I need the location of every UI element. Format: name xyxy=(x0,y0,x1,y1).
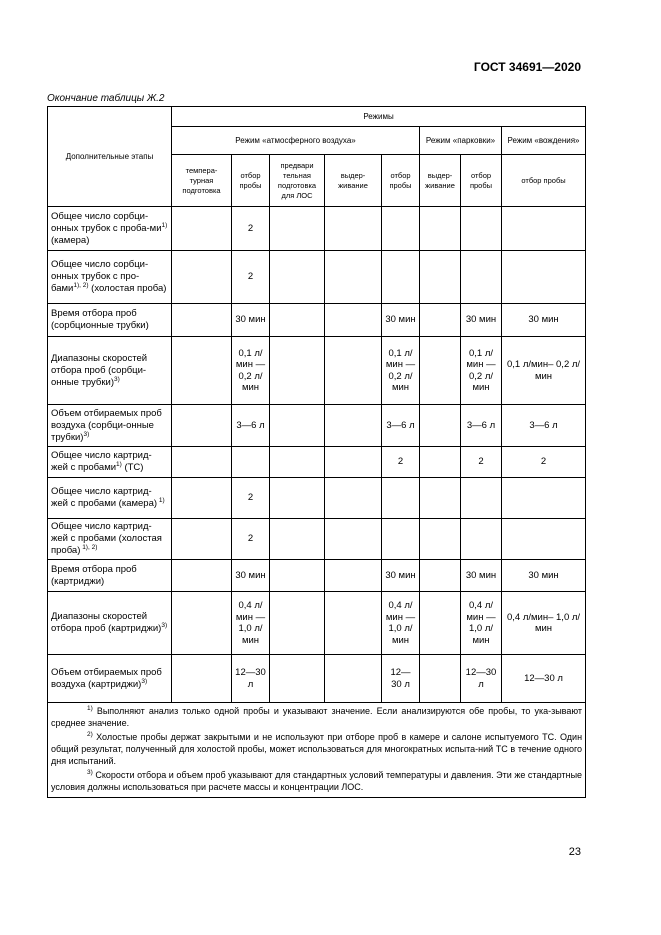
table-cell xyxy=(270,592,325,655)
table-cell xyxy=(461,251,502,304)
table-cell xyxy=(461,207,502,251)
table-cell xyxy=(382,207,420,251)
atmospheric-mode-header: Режим «атмосферного воздуха» xyxy=(172,127,420,155)
row-label: Общее число картрид-жей с пробами (холостая проба) $^{1), 2)}$ xyxy=(48,519,172,560)
subheader: отбор пробы xyxy=(382,155,420,207)
table-cell xyxy=(420,251,461,304)
table-cell: 0,4 л/мин — 1,0 л/мин xyxy=(461,592,502,655)
footnote: $^{2)}$ Холостые пробы держат закрытыми и не используют при отборе проб в камере и салоне испытуемого ТС. Один общий результат, полученный для холостой пробы, может использоваться для многократных испыта-ний ТС в течение одного дня испытаний. xyxy=(51,731,583,766)
table-row xyxy=(48,304,586,337)
table-cell: 2 xyxy=(232,207,270,251)
table-cell xyxy=(420,478,461,519)
table-cell: 3—6 л xyxy=(382,405,420,447)
table-cell: 2 xyxy=(502,447,586,478)
table-cell xyxy=(172,519,232,560)
table-cell: 12—30 л xyxy=(461,655,502,703)
table-cell: 3—6 л xyxy=(502,405,586,447)
table-cell xyxy=(270,560,325,592)
table-cell xyxy=(325,251,382,304)
table-cell xyxy=(420,447,461,478)
table-cell xyxy=(461,519,502,560)
table-cell: 12— 30 л xyxy=(382,655,420,703)
table-cell xyxy=(270,304,325,337)
table-cell xyxy=(325,447,382,478)
table-cell xyxy=(420,519,461,560)
subheader: выдер-живание xyxy=(420,155,461,207)
table-caption: Окончание таблицы Ж.2 xyxy=(47,93,165,104)
subheader: выдер-живание xyxy=(325,155,382,207)
table-cell: 0,1 л/мин — 0,2 л/мин xyxy=(461,337,502,405)
table-cell xyxy=(502,478,586,519)
parking-mode-header: Режим «парковки» xyxy=(420,127,502,155)
table-cell: 30 мин xyxy=(461,560,502,592)
table-cell: 0,1 л/мин — 0,2 л/мин xyxy=(232,337,270,405)
row-label: Диапазоны скоростей отбора проб (сорбци-онные трубки)$^{3)}$ xyxy=(48,337,172,405)
table-cell xyxy=(420,655,461,703)
table-cell xyxy=(325,592,382,655)
row-label: Общее число сорбци-онных трубок с проба-$ми^{1)}$ (камера) xyxy=(48,207,172,251)
table-cell: 3—6 л xyxy=(232,405,270,447)
footnote: $^{3)}$ Скорости отбора и объем проб указывают для стандартных условий температуры и давления. Эти же стандартные условия должны использоваться при расчете массы и концентрации ЛОС. xyxy=(51,769,583,792)
table-cell xyxy=(382,251,420,304)
table-cell xyxy=(172,592,232,655)
row-label: Объем отбираемых проб воздуха (картриджи)$^{3)}$ xyxy=(48,655,172,703)
table-cell xyxy=(270,478,325,519)
table-cell xyxy=(420,304,461,337)
table-cell: 2 xyxy=(232,251,270,304)
table-cell: 12—30 л xyxy=(502,655,586,703)
table-cell xyxy=(420,405,461,447)
row-label: Общее число сорбци-онных трубок с про-бами$^{1), 2)}$ (холостая проба) xyxy=(48,251,172,304)
table-row xyxy=(48,560,586,592)
row-label: Общее число картрид-жей с пробами$^{1)}$ (ТС) xyxy=(48,447,172,478)
table-cell xyxy=(325,655,382,703)
row-label: Общее число картрид-жей с пробами (камера) $^{1)}$ xyxy=(48,478,172,519)
table-cell: 2 xyxy=(232,478,270,519)
standard-number: ГОСТ 34691—2020 xyxy=(473,60,581,74)
table-cell xyxy=(172,207,232,251)
table-cell xyxy=(325,478,382,519)
footnote: $^{1)}$ Выполняют анализ только одной пробы и указывают значение. Если анализируются обе пробы, то ука-зывают среднее значение. xyxy=(51,705,583,728)
table-cell xyxy=(270,655,325,703)
row-label: Время отбора проб (сорбционные трубки) xyxy=(48,304,172,337)
table-cell xyxy=(325,207,382,251)
table-cell: 0,4 л/мин — 1,0 л/мин xyxy=(232,592,270,655)
table-cell xyxy=(325,519,382,560)
table-cell xyxy=(172,447,232,478)
table-cell xyxy=(172,405,232,447)
table-row xyxy=(48,655,586,703)
table-cell: 2 xyxy=(232,519,270,560)
table-cell: 0,1 л/мин– 0,2 л/мин xyxy=(502,337,586,405)
table-cell xyxy=(270,251,325,304)
subheader: темпера-турная подготовка xyxy=(172,155,232,207)
table-cell xyxy=(382,519,420,560)
table-cell: 2 xyxy=(461,447,502,478)
modes-header: Режимы xyxy=(172,107,586,127)
table-cell xyxy=(270,447,325,478)
table-cell xyxy=(172,478,232,519)
table-row xyxy=(48,592,586,655)
table-cell xyxy=(325,337,382,405)
table-cell: 30 мин xyxy=(382,560,420,592)
table-cell xyxy=(270,337,325,405)
table-cell: 30 мин xyxy=(502,560,586,592)
table-cell xyxy=(172,337,232,405)
subheader: отбор пробы xyxy=(461,155,502,207)
table-cell: 30 мин xyxy=(382,304,420,337)
table-cell: 0,1 л/мин — 0,2 л/мин xyxy=(382,337,420,405)
table-cell xyxy=(325,560,382,592)
table-cell: 12—30 л xyxy=(232,655,270,703)
table-cell xyxy=(172,251,232,304)
data-table xyxy=(47,106,586,798)
table-cell: 30 мин xyxy=(461,304,502,337)
table-cell: 30 мин xyxy=(502,304,586,337)
table-cell: 0,4 л/мин– 1,0 л/мин xyxy=(502,592,586,655)
subheader: отбор пробы xyxy=(502,155,586,207)
table-cell xyxy=(270,207,325,251)
table-cell xyxy=(502,519,586,560)
table-cell xyxy=(420,592,461,655)
table-cell xyxy=(382,478,420,519)
table-cell xyxy=(270,405,325,447)
row-label: Время отбора проб (картриджи) xyxy=(48,560,172,592)
table-row xyxy=(48,519,586,560)
table-cell xyxy=(270,519,325,560)
row-label: Объем отбираемых проб воздуха (сорбци-онные трубки)$^{3)}$ xyxy=(48,405,172,447)
subheader: предвари тельная подготовка для ЛОС xyxy=(270,155,325,207)
table-cell: 30 мин xyxy=(232,304,270,337)
table-row xyxy=(48,251,586,304)
table-cell: 30 мин xyxy=(232,560,270,592)
driving-mode-header: Режим «вождения» xyxy=(502,127,586,155)
stages-header: Дополнительные этапы xyxy=(48,107,172,207)
table-cell: 2 xyxy=(382,447,420,478)
table-cell xyxy=(172,655,232,703)
subheader: отбор пробы xyxy=(232,155,270,207)
table-cell xyxy=(420,337,461,405)
table-cell xyxy=(325,304,382,337)
table-cell xyxy=(461,478,502,519)
table-cell xyxy=(502,207,586,251)
table-cell xyxy=(420,560,461,592)
table-cell: 3—6 л xyxy=(461,405,502,447)
row-label: Диапазоны скоростей отбора проб (картриджи)$^{3)}$ xyxy=(48,592,172,655)
page-number: 23 xyxy=(568,846,581,858)
table-cell xyxy=(232,447,270,478)
table-row xyxy=(48,478,586,519)
table-row xyxy=(48,337,586,405)
table-row xyxy=(48,405,586,447)
table-cell xyxy=(420,207,461,251)
table-row xyxy=(48,207,586,251)
table-cell xyxy=(502,251,586,304)
table-cell xyxy=(172,304,232,337)
table-cell xyxy=(172,560,232,592)
table-cell: 0,4 л/мин — 1,0 л/мин xyxy=(382,592,420,655)
footnotes xyxy=(48,703,586,798)
table-row xyxy=(48,447,586,478)
table-cell xyxy=(325,405,382,447)
